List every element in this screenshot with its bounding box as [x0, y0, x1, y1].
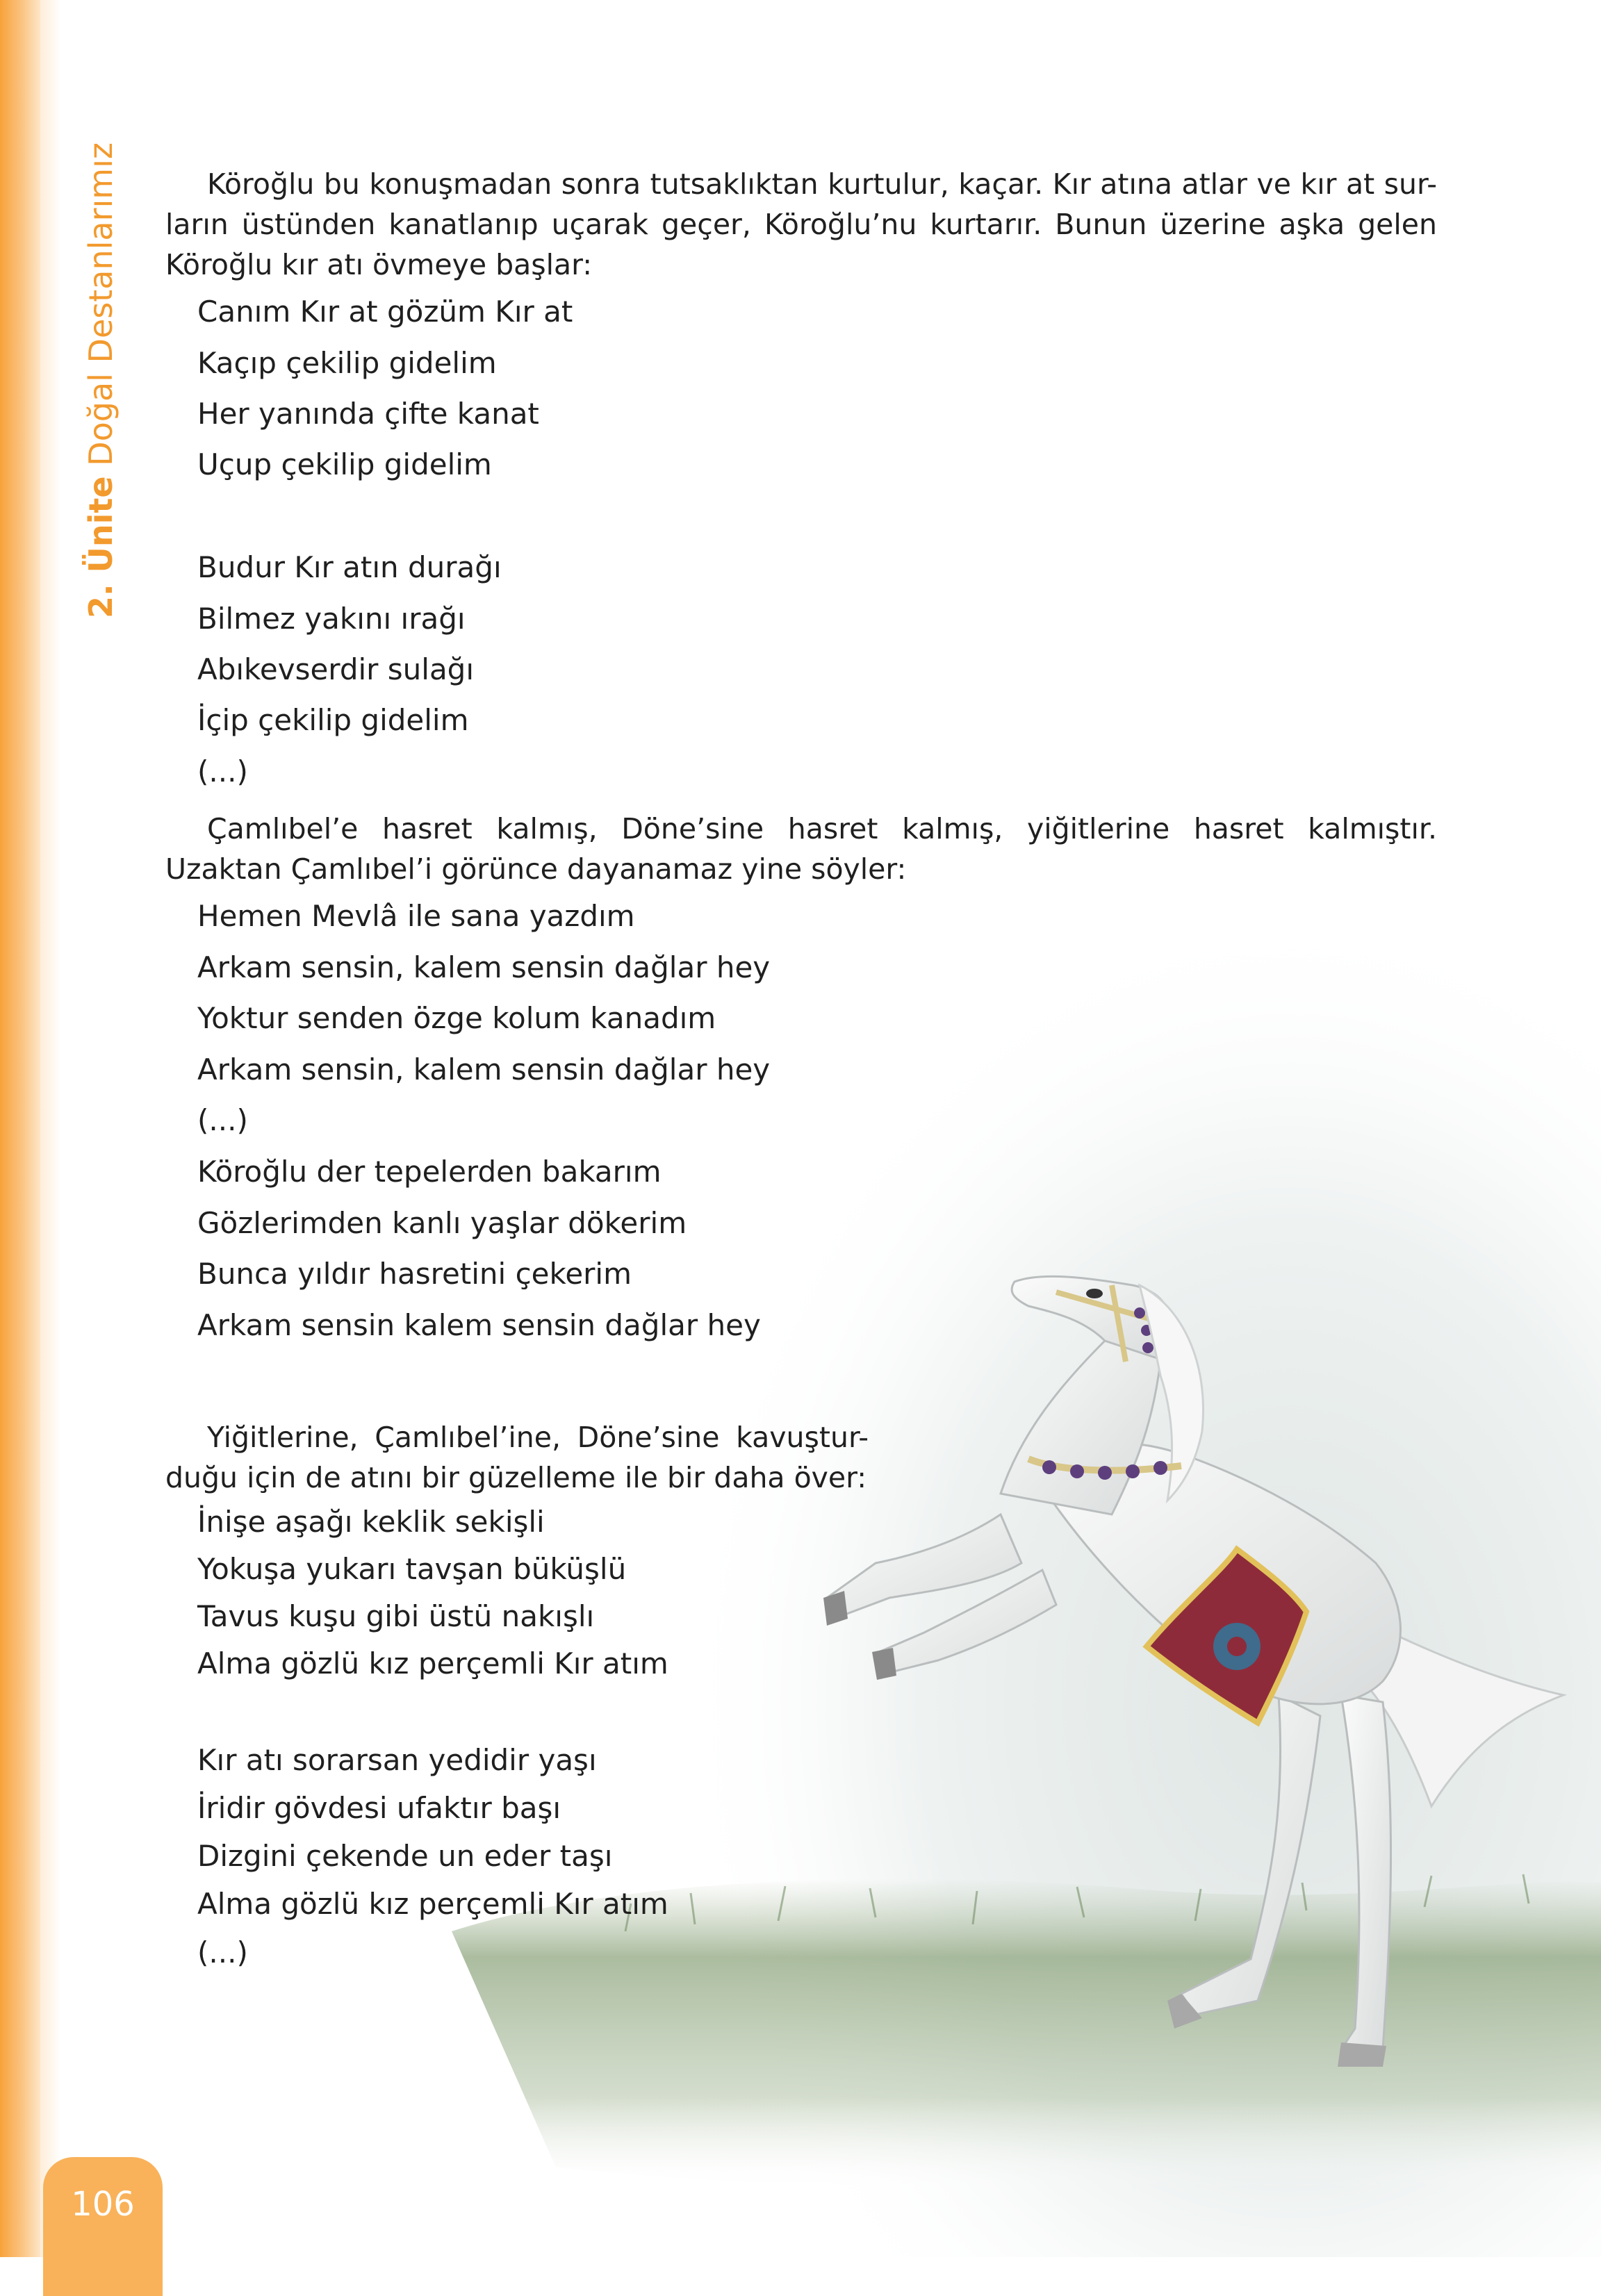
verse-line: Arkam sensin, kalem sensin dağlar hey [197, 950, 771, 984]
verse-line: Canım Kır at gözüm Kır at [197, 295, 573, 329]
paragraph-3: Yiğitlerine, Çamlıbel’ine, Döne’sine kavuştur-duğu için de atını bir güzelleme ile bir daha över: [165, 1421, 869, 1494]
page-number: 106 [71, 2185, 135, 2224]
verse-line: İçip çekilip gidelim [197, 703, 469, 737]
verse-line: Kaçıp çekilip gidelim [197, 346, 497, 380]
unit-title: Doğal Destanlarımız [82, 142, 120, 466]
verse-line: Tavus kuşu gibi üstü nakışlı [197, 1599, 595, 1633]
verse-line: Dizgini çekende un eder taşı [197, 1839, 613, 1873]
verse-line: İnişe aşağı keklik sekişli [197, 1505, 545, 1539]
verse-line: Alma gözlü kız perçemli Kır atım [197, 1646, 668, 1680]
paragraph-2: Çamlıbel’e hasret kalmış, Döne’sine hasret kalmış, yiğitlerine hasret kalmıştır. Uzaktan Çamlıbel’i görünce dayanamaz yine söyler: [165, 812, 1437, 886]
verse-line: Arkam sensin, kalem sensin dağlar hey [197, 1052, 771, 1087]
verse-line: Gözlerimden kanlı yaşlar dökerim [197, 1206, 687, 1240]
verse-line: Köroğlu der tepelerden bakarım [197, 1155, 662, 1189]
verse-line: Budur Kır atın durağı [197, 550, 502, 584]
verse-line: Alma gözlü kız perçemli Kır atım [197, 1887, 668, 1921]
page-number-tab [43, 2157, 163, 2296]
paragraph-1: Köroğlu bu konuşmadan sonra tutsaklıktan kurtulur, kaçar. Kır atına atlar ve kır at sur-ların üstünden kanatlanıp uçarak geçer, Köroğlu’nu kurtarır. Bunun üzerine aşka gelen Köroğlu kır atı övmeye başlar: [165, 167, 1437, 281]
verse-line: Abıkevserdir sulağı [197, 652, 475, 686]
verse-line: Bunca yıldır hasretini çekerim [197, 1257, 632, 1291]
verse-line: Arkam sensin kalem sensin dağlar hey [197, 1308, 761, 1342]
verse-line: Kır atı sorarsan yedidir yaşı [197, 1743, 597, 1777]
verse-line: (...) [197, 1103, 248, 1137]
verse-line: (...) [197, 754, 248, 788]
verse-line: Yoktur senden özge kolum kanadım [197, 1001, 716, 1035]
verse-line: Yokuşa yukarı tavşan büküşlü [197, 1552, 627, 1586]
unit-number: 2. Ünite [82, 476, 120, 618]
verse-line: Bilmez yakını ırağı [197, 602, 466, 636]
verse-line: İridir gövdesi ufaktır başı [197, 1791, 561, 1825]
verse-line: Uçup çekilip gidelim [197, 447, 492, 481]
verse-line: Hemen Mevlâ ile sana yazdım [197, 899, 635, 933]
verse-line: (...) [197, 1935, 248, 1969]
verse-line: Her yanında çifte kanat [197, 397, 539, 431]
